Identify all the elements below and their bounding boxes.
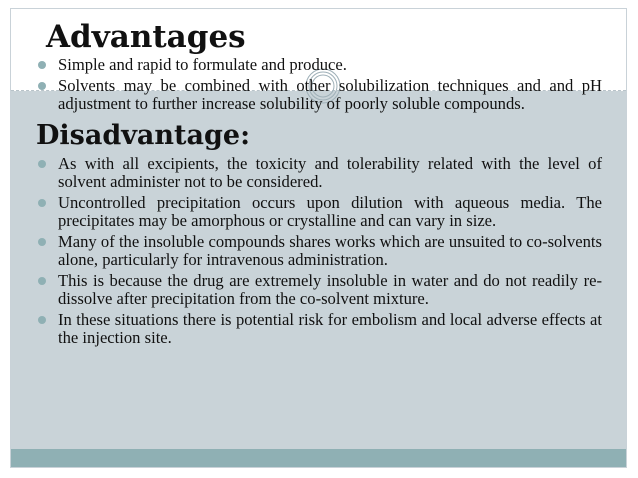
advantage-text: Solvents may be combined with other solubilization techniques and and pH adjustment to further increase solubility of poorly soluble compounds. <box>58 76 602 113</box>
bullet-dot-icon <box>38 160 46 168</box>
disadvantage-item <box>36 272 602 308</box>
disadvantage-item <box>36 311 602 347</box>
advantages-heading: Advantages <box>46 19 246 55</box>
bullet-dot-icon <box>38 238 46 246</box>
disadvantage-text: Uncontrolled precipitation occurs upon dilution with aqueous media. The precipitates may be amorphous or crystalline and can vary in size. <box>58 193 602 230</box>
disadvantage-text: This is because the drug are extremely insoluble in water and do not readily re-dissolve after precipitation from the co-solvent mixture. <box>58 271 602 308</box>
disadvantage-item <box>36 155 602 191</box>
slide-content <box>36 18 602 350</box>
disadvantage-text: Many of the insoluble compounds shares works which are unsuited to co-solvents alone, particularly for intravenous administration. <box>58 232 602 269</box>
bullet-dot-icon <box>38 277 46 285</box>
bullet-dot-icon <box>38 61 46 69</box>
disadvantages-list <box>36 155 602 347</box>
bullet-dot-icon <box>38 316 46 324</box>
advantage-item <box>36 77 602 113</box>
advantages-list <box>36 56 602 113</box>
disadvantage-item <box>36 194 602 230</box>
advantage-text: Simple and rapid to formulate and produce. <box>58 55 347 74</box>
disadvantage-text: As with all excipients, the toxicity and tolerability related with the level of solvent administer not to be considered. <box>58 154 602 191</box>
disadvantage-text: In these situations there is potential risk for embolism and local adverse effects at the injection site. <box>58 310 602 347</box>
bullet-dot-icon <box>38 199 46 207</box>
disadvantage-heading: Disadvantage: <box>36 120 251 151</box>
advantage-item <box>36 56 602 74</box>
footer-band <box>11 449 626 467</box>
bullet-dot-icon <box>38 82 46 90</box>
disadvantage-item <box>36 233 602 269</box>
